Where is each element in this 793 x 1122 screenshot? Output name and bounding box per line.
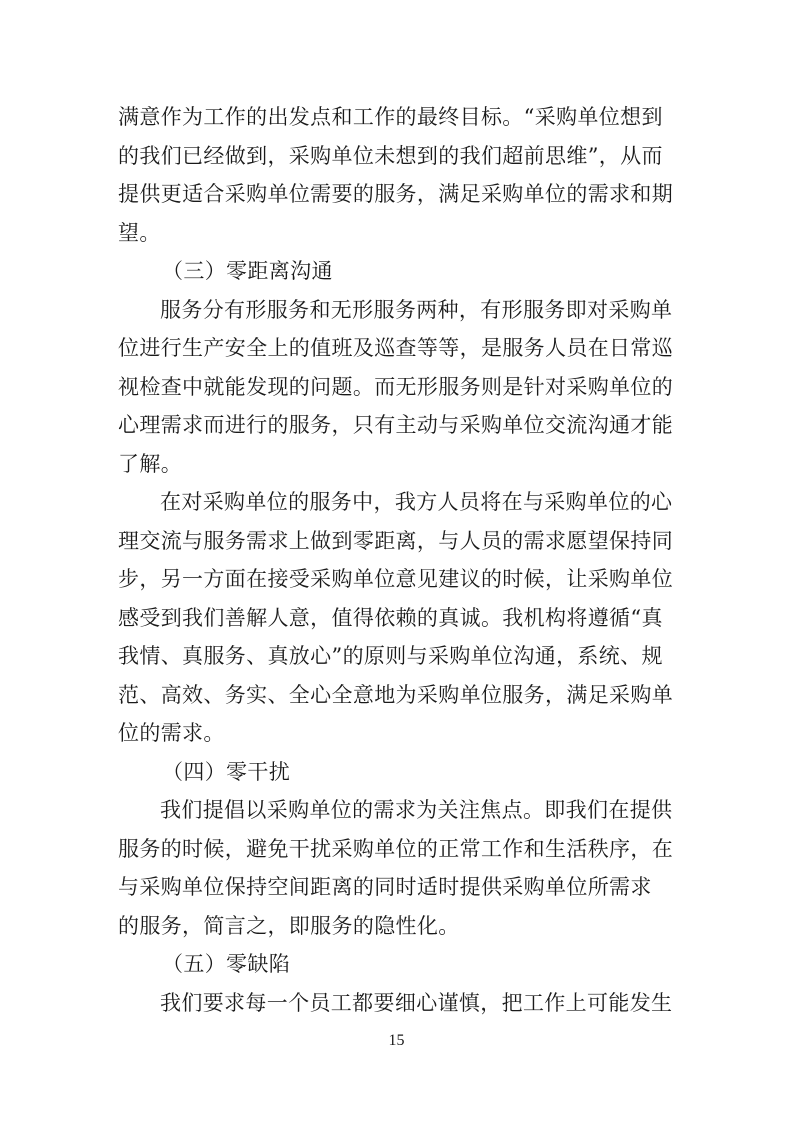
paragraph-start-line: 我们提倡以采购单位的需求为关注焦点。即我们在提供 [160,798,673,822]
body-text-line: 位进行生产安全上的值班及巡查等等，是服务人员在日常巡 [118,336,674,360]
body-text-line: 提供更适合采购单位需要的服务，满足采购单位的需求和期 [118,182,674,206]
body-text-line: 心理需求而进行的服务，只有主动与采购单位交流沟通才能 [118,413,674,437]
body-text-line: 步，另一方面在接受采购单位意见建议的时候，让采购单位 [118,567,674,591]
section-heading-five: （五）零缺陷 [162,952,291,976]
paragraph-start-line: 服务分有形服务和无形服务两种，有形服务即对采购单 [160,298,673,322]
section-heading-three: （三）零距离沟通 [162,259,333,283]
paragraph-start-line: 我们要求每一个员工都要细心谨慎，把工作上可能发生 [160,991,673,1015]
page-number: 15 [388,1032,405,1049]
body-text-line: 与采购单位保持空间距离的同时适时提供采购单位所需求 [118,875,652,899]
body-text-line: 服务的时候，避免干扰采购单位的正常工作和生活秩序，在 [118,837,674,861]
body-text-line: 理交流与服务需求上做到零距离，与人员的需求愿望保持同 [118,529,674,553]
body-text-line: 感受到我们善解人意，值得依赖的真诚。我机构将遵循“真 [118,606,663,630]
body-text-line: 的服务，简言之，即服务的隐性化。 [118,914,460,938]
body-text-line: 位的需求。 [118,721,225,745]
body-text-line: 望。 [118,221,161,245]
paragraph-start-line: 在对采购单位的服务中，我方人员将在与采购单位的心 [160,490,673,514]
body-text-line: 范、高效、务实、全心全意地为采购单位服务，满足采购单 [118,683,674,707]
body-text-line: 的我们已经做到，采购单位未想到的我们超前思维”，从而 [118,144,663,168]
body-text-line: 了解。 [118,452,183,476]
body-text-line: 满意作为工作的出发点和工作的最终目标。“采购单位想到 [118,105,663,129]
section-heading-four: （四）零干扰 [162,760,291,784]
body-text-line: 我情、真服务、真放心”的原则与采购单位沟通，系统、规 [118,644,663,668]
body-text-line: 视检查中就能发现的问题。而无形服务则是针对采购单位的 [118,375,674,399]
